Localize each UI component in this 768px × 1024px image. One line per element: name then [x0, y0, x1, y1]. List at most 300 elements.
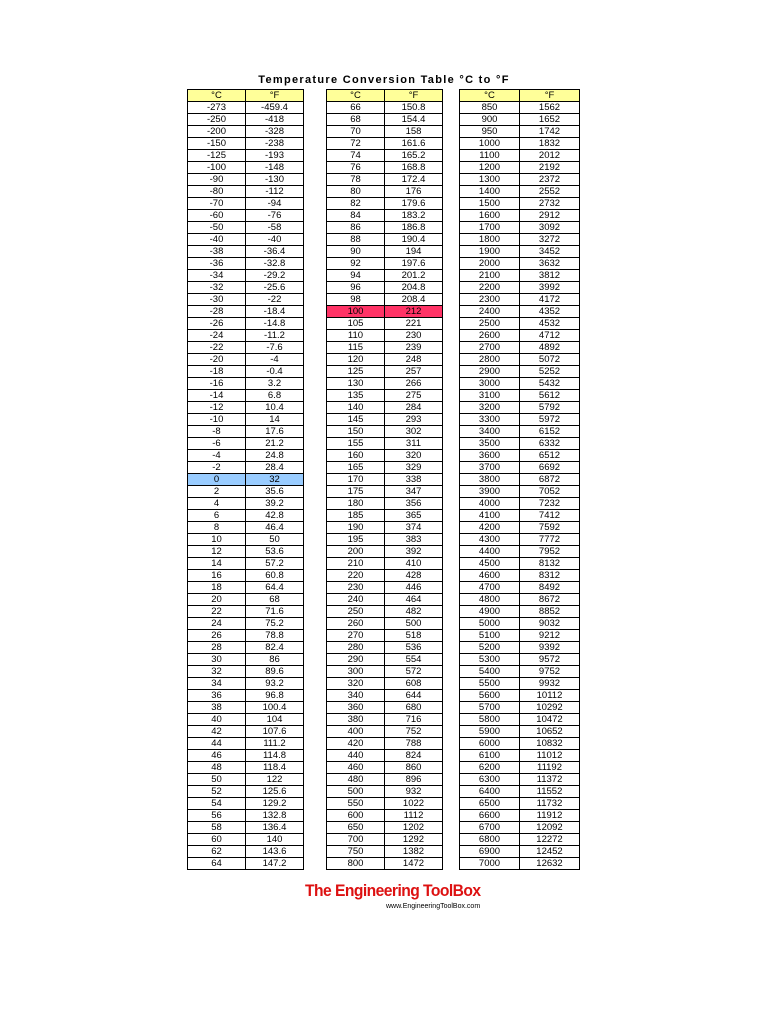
fahrenheit-cell: 3992: [520, 282, 580, 294]
celsius-cell: 195: [327, 534, 385, 546]
celsius-cell: 3800: [460, 474, 520, 486]
table-row: [327, 858, 443, 870]
fahrenheit-cell: 28.4: [246, 462, 304, 474]
fahrenheit-cell: -25.6: [246, 282, 304, 294]
header-celsius: °C: [460, 90, 520, 102]
table-row: [460, 150, 580, 162]
fahrenheit-cell: 11732: [520, 798, 580, 810]
celsius-cell: 38: [188, 702, 246, 714]
table-row: [327, 774, 443, 786]
fahrenheit-cell: 39.2: [246, 498, 304, 510]
celsius-cell: 5000: [460, 618, 520, 630]
fahrenheit-cell: 284: [385, 402, 443, 414]
celsius-cell: 80: [327, 186, 385, 198]
celsius-cell: 30: [188, 654, 246, 666]
celsius-cell: 5700: [460, 702, 520, 714]
celsius-cell: 850: [460, 102, 520, 114]
fahrenheit-cell: 7592: [520, 522, 580, 534]
fahrenheit-cell: 275: [385, 390, 443, 402]
fahrenheit-cell: 230: [385, 330, 443, 342]
page-title: Temperature Conversion Table °C to °F: [258, 74, 510, 86]
celsius-cell: 100: [327, 306, 385, 318]
fahrenheit-cell: 71.6: [246, 606, 304, 618]
fahrenheit-cell: 6512: [520, 450, 580, 462]
fahrenheit-cell: 4712: [520, 330, 580, 342]
table-row: [460, 774, 580, 786]
celsius-cell: 1600: [460, 210, 520, 222]
table-row: [327, 750, 443, 762]
fahrenheit-cell: 4532: [520, 318, 580, 330]
fahrenheit-cell: 176: [385, 186, 443, 198]
fahrenheit-cell: 104: [246, 714, 304, 726]
table-row: [460, 414, 580, 426]
table-row: [460, 462, 580, 474]
celsius-cell: 68: [327, 114, 385, 126]
fahrenheit-cell: 11192: [520, 762, 580, 774]
table-row: [460, 822, 580, 834]
table-row: [327, 234, 443, 246]
fahrenheit-cell: 293: [385, 414, 443, 426]
celsius-cell: 88: [327, 234, 385, 246]
fahrenheit-cell: 3272: [520, 234, 580, 246]
celsius-cell: 58: [188, 822, 246, 834]
fahrenheit-cell: 1112: [385, 810, 443, 822]
fahrenheit-cell: 10.4: [246, 402, 304, 414]
celsius-cell: -150: [188, 138, 246, 150]
fahrenheit-cell: 11012: [520, 750, 580, 762]
celsius-cell: -38: [188, 246, 246, 258]
table-row: [327, 318, 443, 330]
celsius-cell: 260: [327, 618, 385, 630]
celsius-cell: 800: [327, 858, 385, 870]
fahrenheit-cell: 93.2: [246, 678, 304, 690]
celsius-cell: -30: [188, 294, 246, 306]
celsius-cell: 125: [327, 366, 385, 378]
table-row: [460, 138, 580, 150]
table-row: [327, 366, 443, 378]
table-row: [188, 426, 304, 438]
celsius-cell: 1400: [460, 186, 520, 198]
fahrenheit-cell: 1652: [520, 114, 580, 126]
celsius-cell: 3000: [460, 378, 520, 390]
celsius-cell: 160: [327, 450, 385, 462]
fahrenheit-cell: 824: [385, 750, 443, 762]
table-row: [460, 294, 580, 306]
celsius-cell: 4800: [460, 594, 520, 606]
table-row: [460, 594, 580, 606]
fahrenheit-cell: 248: [385, 354, 443, 366]
table-row: [188, 642, 304, 654]
fahrenheit-cell: 194: [385, 246, 443, 258]
table-row: [188, 102, 304, 114]
celsius-cell: 6200: [460, 762, 520, 774]
table-row: [327, 342, 443, 354]
table-row: [327, 726, 443, 738]
fahrenheit-cell: 24.8: [246, 450, 304, 462]
table-row: [327, 138, 443, 150]
fahrenheit-cell: 21.2: [246, 438, 304, 450]
fahrenheit-cell: -193: [246, 150, 304, 162]
table-row: [188, 390, 304, 402]
table-row: [188, 834, 304, 846]
celsius-cell: -6: [188, 438, 246, 450]
celsius-cell: 1200: [460, 162, 520, 174]
fahrenheit-cell: 5972: [520, 414, 580, 426]
celsius-cell: -32: [188, 282, 246, 294]
table-row: [188, 114, 304, 126]
table-row: [188, 282, 304, 294]
fahrenheit-cell: 12092: [520, 822, 580, 834]
fahrenheit-cell: 122: [246, 774, 304, 786]
celsius-cell: 5800: [460, 714, 520, 726]
fahrenheit-cell: 100.4: [246, 702, 304, 714]
celsius-cell: 185: [327, 510, 385, 522]
fahrenheit-cell: 7232: [520, 498, 580, 510]
table-row: [188, 714, 304, 726]
table-row: [327, 186, 443, 198]
celsius-cell: 3300: [460, 414, 520, 426]
celsius-cell: 180: [327, 498, 385, 510]
celsius-cell: 290: [327, 654, 385, 666]
fahrenheit-cell: 190.4: [385, 234, 443, 246]
fahrenheit-cell: 482: [385, 606, 443, 618]
fahrenheit-cell: 86: [246, 654, 304, 666]
celsius-cell: 2200: [460, 282, 520, 294]
celsius-cell: -40: [188, 234, 246, 246]
table-row: [327, 294, 443, 306]
table-row: [327, 510, 443, 522]
table-row: [460, 522, 580, 534]
fahrenheit-cell: -36.4: [246, 246, 304, 258]
celsius-cell: 50: [188, 774, 246, 786]
celsius-cell: -8: [188, 426, 246, 438]
table-row: [188, 150, 304, 162]
fahrenheit-cell: 136.4: [246, 822, 304, 834]
table-row: [188, 186, 304, 198]
table-row: [460, 702, 580, 714]
table-row: [188, 618, 304, 630]
fahrenheit-cell: 201.2: [385, 270, 443, 282]
celsius-cell: 550: [327, 798, 385, 810]
celsius-cell: -100: [188, 162, 246, 174]
celsius-cell: 135: [327, 390, 385, 402]
table-row: [188, 750, 304, 762]
table-row: [460, 834, 580, 846]
table-row: [460, 282, 580, 294]
table-row: [327, 498, 443, 510]
fahrenheit-cell: 7772: [520, 534, 580, 546]
celsius-cell: 62: [188, 846, 246, 858]
table-row: [460, 666, 580, 678]
table-row: [460, 798, 580, 810]
celsius-cell: 74: [327, 150, 385, 162]
fahrenheit-cell: 2912: [520, 210, 580, 222]
table-row: [188, 258, 304, 270]
fahrenheit-cell: 3632: [520, 258, 580, 270]
celsius-cell: 6500: [460, 798, 520, 810]
fahrenheit-cell: 320: [385, 450, 443, 462]
celsius-cell: 2100: [460, 270, 520, 282]
celsius-cell: 170: [327, 474, 385, 486]
fahrenheit-cell: 1832: [520, 138, 580, 150]
fahrenheit-cell: 1022: [385, 798, 443, 810]
celsius-cell: 500: [327, 786, 385, 798]
fahrenheit-cell: 32: [246, 474, 304, 486]
table-row: [327, 162, 443, 174]
table-row: [460, 198, 580, 210]
fahrenheit-cell: 208.4: [385, 294, 443, 306]
celsius-cell: 0: [188, 474, 246, 486]
table-row: [327, 798, 443, 810]
celsius-cell: 360: [327, 702, 385, 714]
fahrenheit-cell: 7412: [520, 510, 580, 522]
table-row: [460, 738, 580, 750]
table-row: [327, 678, 443, 690]
table-row: [460, 378, 580, 390]
fahrenheit-cell: -238: [246, 138, 304, 150]
celsius-cell: 24: [188, 618, 246, 630]
fahrenheit-cell: 42.8: [246, 510, 304, 522]
fahrenheit-cell: 9572: [520, 654, 580, 666]
table-row: [188, 678, 304, 690]
celsius-cell: -24: [188, 330, 246, 342]
fahrenheit-cell: 716: [385, 714, 443, 726]
table-row: [327, 846, 443, 858]
table-row: [188, 270, 304, 282]
table-row: [460, 606, 580, 618]
fahrenheit-cell: 140: [246, 834, 304, 846]
celsius-cell: -4: [188, 450, 246, 462]
table-row: [188, 630, 304, 642]
celsius-cell: 3900: [460, 486, 520, 498]
celsius-cell: 36: [188, 690, 246, 702]
table-row: [460, 846, 580, 858]
fahrenheit-cell: 64.4: [246, 582, 304, 594]
celsius-cell: -12: [188, 402, 246, 414]
table-row: [460, 582, 580, 594]
table-row: [188, 462, 304, 474]
table-row: [460, 510, 580, 522]
fahrenheit-cell: 60.8: [246, 570, 304, 582]
celsius-cell: 950: [460, 126, 520, 138]
table-row: [460, 246, 580, 258]
table-row: [327, 486, 443, 498]
fahrenheit-cell: 788: [385, 738, 443, 750]
fahrenheit-cell: 6332: [520, 438, 580, 450]
celsius-cell: 86: [327, 222, 385, 234]
conversion-table-2: [326, 89, 443, 870]
celsius-cell: -70: [188, 198, 246, 210]
table-row: [460, 690, 580, 702]
celsius-cell: 4200: [460, 522, 520, 534]
fahrenheit-cell: 428: [385, 570, 443, 582]
table-row: [460, 102, 580, 114]
table-row: [327, 270, 443, 282]
fahrenheit-cell: 50: [246, 534, 304, 546]
table-row: [460, 558, 580, 570]
table-row: [188, 810, 304, 822]
celsius-cell: 42: [188, 726, 246, 738]
table-row: [460, 222, 580, 234]
celsius-cell: 6900: [460, 846, 520, 858]
celsius-cell: 4600: [460, 570, 520, 582]
celsius-cell: 270: [327, 630, 385, 642]
celsius-cell: -60: [188, 210, 246, 222]
celsius-cell: 400: [327, 726, 385, 738]
table-row: [327, 582, 443, 594]
fahrenheit-cell: 12632: [520, 858, 580, 870]
fahrenheit-cell: 1382: [385, 846, 443, 858]
fahrenheit-cell: 46.4: [246, 522, 304, 534]
celsius-cell: 2300: [460, 294, 520, 306]
fahrenheit-cell: 257: [385, 366, 443, 378]
fahrenheit-cell: 8852: [520, 606, 580, 618]
fahrenheit-cell: 9032: [520, 618, 580, 630]
celsius-cell: 3600: [460, 450, 520, 462]
celsius-cell: 44: [188, 738, 246, 750]
table-row: [327, 534, 443, 546]
fahrenheit-cell: 53.6: [246, 546, 304, 558]
table-row: [327, 174, 443, 186]
table-row: [188, 138, 304, 150]
table-row: [460, 618, 580, 630]
table-row: [188, 774, 304, 786]
celsius-cell: 1700: [460, 222, 520, 234]
table-row: [188, 510, 304, 522]
celsius-cell: 320: [327, 678, 385, 690]
fahrenheit-cell: 11912: [520, 810, 580, 822]
celsius-cell: 115: [327, 342, 385, 354]
fahrenheit-cell: 150.8: [385, 102, 443, 114]
table-row: [327, 690, 443, 702]
fahrenheit-cell: 644: [385, 690, 443, 702]
table-row: [327, 606, 443, 618]
celsius-cell: 110: [327, 330, 385, 342]
table-row: [327, 330, 443, 342]
fahrenheit-cell: 518: [385, 630, 443, 642]
table-row: [460, 750, 580, 762]
fahrenheit-cell: 183.2: [385, 210, 443, 222]
celsius-cell: 46: [188, 750, 246, 762]
celsius-cell: 2800: [460, 354, 520, 366]
fahrenheit-cell: 96.8: [246, 690, 304, 702]
fahrenheit-cell: 338: [385, 474, 443, 486]
celsius-cell: 6100: [460, 750, 520, 762]
celsius-cell: -200: [188, 126, 246, 138]
table-row: [327, 114, 443, 126]
table-row: [327, 762, 443, 774]
celsius-cell: 300: [327, 666, 385, 678]
table-row: [460, 258, 580, 270]
celsius-cell: 5600: [460, 690, 520, 702]
table-row: [327, 210, 443, 222]
fahrenheit-cell: 111.2: [246, 738, 304, 750]
fahrenheit-cell: 752: [385, 726, 443, 738]
celsius-cell: 90: [327, 246, 385, 258]
celsius-cell: 4300: [460, 534, 520, 546]
celsius-cell: 440: [327, 750, 385, 762]
fahrenheit-cell: 932: [385, 786, 443, 798]
celsius-cell: 200: [327, 546, 385, 558]
table-row: [188, 786, 304, 798]
table-row: [327, 594, 443, 606]
table-row: [460, 402, 580, 414]
celsius-cell: -26: [188, 318, 246, 330]
fahrenheit-cell: 1292: [385, 834, 443, 846]
fahrenheit-cell: 107.6: [246, 726, 304, 738]
celsius-cell: -36: [188, 258, 246, 270]
table-row: [188, 246, 304, 258]
celsius-cell: 52: [188, 786, 246, 798]
celsius-cell: 14: [188, 558, 246, 570]
celsius-cell: 460: [327, 762, 385, 774]
fahrenheit-cell: -148: [246, 162, 304, 174]
fahrenheit-cell: 118.4: [246, 762, 304, 774]
fahrenheit-cell: 6692: [520, 462, 580, 474]
fahrenheit-cell: 8672: [520, 594, 580, 606]
table-row: [327, 702, 443, 714]
table-row: [188, 354, 304, 366]
fahrenheit-cell: 239: [385, 342, 443, 354]
table-header-row: [327, 90, 443, 102]
fahrenheit-cell: 2552: [520, 186, 580, 198]
celsius-cell: -90: [188, 174, 246, 186]
table-row: [188, 126, 304, 138]
table-row: [460, 534, 580, 546]
table-row: [188, 798, 304, 810]
brand-url: www.EngineeringToolBox.com: [386, 903, 481, 910]
fahrenheit-cell: 266: [385, 378, 443, 390]
table-row: [460, 642, 580, 654]
celsius-cell: -14: [188, 390, 246, 402]
table-row: [188, 486, 304, 498]
table-row: [188, 234, 304, 246]
table-row: [327, 666, 443, 678]
celsius-cell: 150: [327, 426, 385, 438]
fahrenheit-cell: 608: [385, 678, 443, 690]
table-header-row: [460, 90, 580, 102]
fahrenheit-cell: 1562: [520, 102, 580, 114]
table-row: [327, 222, 443, 234]
table-row: [460, 678, 580, 690]
celsius-cell: 1800: [460, 234, 520, 246]
table-row: [188, 762, 304, 774]
celsius-cell: 4900: [460, 606, 520, 618]
celsius-cell: 1100: [460, 150, 520, 162]
fahrenheit-cell: 374: [385, 522, 443, 534]
celsius-cell: 165: [327, 462, 385, 474]
fahrenheit-cell: 17.6: [246, 426, 304, 438]
fahrenheit-cell: 3092: [520, 222, 580, 234]
celsius-cell: 280: [327, 642, 385, 654]
table-row: [327, 810, 443, 822]
fahrenheit-cell: 154.4: [385, 114, 443, 126]
fahrenheit-cell: 5072: [520, 354, 580, 366]
fahrenheit-cell: -328: [246, 126, 304, 138]
table-row: [327, 306, 443, 318]
table-row: [188, 606, 304, 618]
fahrenheit-cell: 10292: [520, 702, 580, 714]
fahrenheit-cell: 35.6: [246, 486, 304, 498]
fahrenheit-cell: 11372: [520, 774, 580, 786]
celsius-cell: 1300: [460, 174, 520, 186]
celsius-cell: 155: [327, 438, 385, 450]
fahrenheit-cell: 1742: [520, 126, 580, 138]
celsius-cell: -28: [188, 306, 246, 318]
fahrenheit-cell: 204.8: [385, 282, 443, 294]
fahrenheit-cell: 2012: [520, 150, 580, 162]
celsius-cell: 54: [188, 798, 246, 810]
